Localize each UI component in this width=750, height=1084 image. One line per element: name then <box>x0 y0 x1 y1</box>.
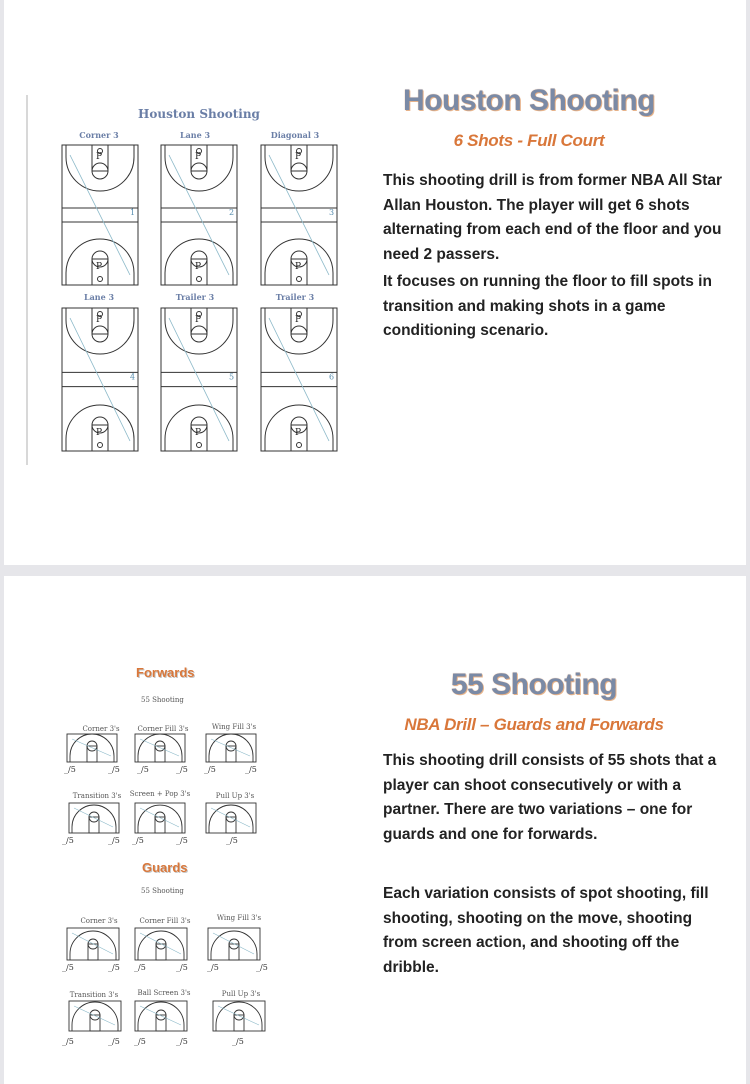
movement-path <box>211 808 250 827</box>
movement-path <box>218 1006 259 1025</box>
three-point-arc <box>72 1002 118 1031</box>
player-marker: P <box>96 152 103 162</box>
half-court-diagram <box>69 803 119 833</box>
shots-made-blank: _/5 <box>62 836 74 845</box>
shot-number: 4 <box>130 372 136 382</box>
shots-made-blank: _/5 <box>108 836 120 845</box>
movement-path <box>140 739 179 756</box>
player-marker: P <box>96 315 103 325</box>
movement-path <box>211 739 250 756</box>
half-court-diagram <box>67 928 119 960</box>
lane <box>155 746 165 762</box>
shots-made-blank: _/5 <box>137 765 149 774</box>
movement-path <box>72 739 111 756</box>
diagram-label: Corner Fill 3's <box>139 917 191 925</box>
diagram-label: Wing Fill 3's <box>211 723 257 731</box>
diagram-label: Ball Screen 3's <box>137 989 191 997</box>
description-paragraph-1: This shooting drill consists of 55 shots that a player can shoot consecutively or with a partner. There are two variations – one for guards and one for forwards. <box>383 752 717 843</box>
rim <box>297 277 302 282</box>
movement-path <box>70 155 130 275</box>
three-point-arc <box>138 805 182 833</box>
diagram-label: Trailer 3 <box>275 292 315 302</box>
diagram-label: Corner 3 <box>79 130 119 140</box>
lane <box>87 746 97 762</box>
diagram-label: Pull Up 3's <box>215 792 255 800</box>
half-court-diagram <box>206 734 256 762</box>
shots-made-blank: _/5 <box>176 1037 188 1046</box>
shots-made-blank: _/5 <box>108 765 120 774</box>
shot-number: 6 <box>329 372 335 382</box>
55-shooting-page <box>4 576 746 1084</box>
lane <box>156 944 166 960</box>
three-point-arc <box>209 805 253 833</box>
page-subtitle: 6 Shots - Full Court <box>453 131 605 150</box>
shots-made-blank: _/5 <box>176 765 188 774</box>
half-court-diagram <box>67 734 117 762</box>
shots-made-blank: _/5 <box>176 836 188 845</box>
movement-path <box>74 1006 115 1025</box>
movement-path <box>140 1006 181 1025</box>
diagram-label: Lane 3 <box>179 130 211 140</box>
half-court-diagram <box>213 1001 265 1031</box>
houston-shooting-page <box>4 0 746 565</box>
shots-made-blank: _/5 <box>226 836 238 845</box>
shots-made-blank: _/5 <box>256 963 268 972</box>
lane <box>226 746 236 762</box>
player-marker: P <box>295 152 302 162</box>
forwards-subtitle: 55 Shooting <box>141 696 184 704</box>
half-court-diagram <box>135 734 185 762</box>
description-paragraph-1: This shooting drill is from former NBA All Star Allan Houston. The player will get 6 shots alternating from each end of the floor and you need 2 passers. <box>383 172 723 263</box>
guards-title: Guards <box>142 860 188 875</box>
player-marker: P <box>295 262 302 272</box>
half-court-diagram <box>206 803 256 833</box>
rim <box>197 277 202 282</box>
description-paragraph-2: Each variation consists of spot shooting, fill shooting, shooting on the move, shooting from screen action, and shooting off the dribble. <box>383 885 709 976</box>
guards-subtitle: 55 Shooting <box>141 887 184 895</box>
lane <box>88 944 98 960</box>
movement-path <box>74 808 113 827</box>
diagram-label: Wing Fill 3's <box>216 914 262 922</box>
shots-made-blank: _/5 <box>108 963 120 972</box>
page-title: Houston Shooting <box>403 84 655 117</box>
player-marker: P <box>195 315 202 325</box>
three-point-arc <box>138 1002 184 1031</box>
rim <box>98 277 103 282</box>
shot-number: 5 <box>229 372 235 382</box>
shots-made-blank: _/5 <box>176 963 188 972</box>
shots-made-blank: _/5 <box>108 1037 120 1046</box>
movement-path <box>169 318 229 441</box>
rim <box>297 443 302 448</box>
houston-drill-diagrams <box>4 0 746 565</box>
shots-made-blank: _/5 <box>232 1037 244 1046</box>
diagram-label: Screen + Pop 3's <box>129 790 191 798</box>
three-point-arc <box>216 1002 262 1031</box>
three-point-arc <box>72 805 116 833</box>
rim <box>197 443 202 448</box>
shots-made-blank: _/5 <box>132 836 144 845</box>
forwards-title: Forwards <box>136 665 195 680</box>
player-marker: P <box>195 428 202 438</box>
shots-made-blank: _/5 <box>62 963 74 972</box>
diagram-label: Diagonal 3 <box>270 130 320 140</box>
page-title: 55 Shooting <box>450 668 618 701</box>
player-marker: P <box>295 428 302 438</box>
shots-made-blank: _/5 <box>204 765 216 774</box>
movement-path <box>269 155 329 275</box>
shot-number: 1 <box>130 208 136 217</box>
movement-path <box>70 318 130 441</box>
player-marker: P <box>96 428 103 438</box>
lane <box>229 944 239 960</box>
movement-path <box>140 808 179 827</box>
rim <box>98 443 103 448</box>
shot-number: 2 <box>229 208 235 217</box>
player-marker: P <box>295 315 302 325</box>
figure-title: Houston Shooting <box>138 107 260 121</box>
diagram-label: Corner 3's <box>82 725 120 733</box>
shots-made-blank: _/5 <box>134 1037 146 1046</box>
diagram-label: Pull Up 3's <box>221 990 261 998</box>
diagram-label: Trailer 3 <box>175 292 215 302</box>
shot-number: 3 <box>329 208 335 217</box>
diagram-label: Transition 3's <box>69 991 119 999</box>
player-marker: P <box>195 262 202 272</box>
diagram-label: Corner Fill 3's <box>137 725 189 733</box>
diagram-label: Transition 3's <box>72 792 122 800</box>
half-court-diagram <box>135 803 185 833</box>
half-court-diagram <box>135 928 187 960</box>
movement-path <box>269 318 329 441</box>
half-court-diagram <box>208 928 260 960</box>
half-court-diagram <box>135 1001 187 1031</box>
shots-made-blank: _/5 <box>62 1037 74 1046</box>
55-shooting-diagrams <box>4 576 746 1084</box>
player-marker: P <box>195 152 202 162</box>
player-marker: P <box>96 262 103 272</box>
diagram-label: Corner 3's <box>80 917 118 925</box>
shots-made-blank: _/5 <box>64 765 76 774</box>
half-court-diagram <box>69 1001 121 1031</box>
shots-made-blank: _/5 <box>245 765 257 774</box>
shots-made-blank: _/5 <box>207 963 219 972</box>
movement-path <box>169 155 229 275</box>
page-subtitle: NBA Drill – Guards and Forwards <box>404 715 664 734</box>
description-paragraph-2: It focuses on running the floor to fill spots in transition and making shots in a game conditioning scenario. <box>383 273 712 339</box>
diagram-label: Lane 3 <box>83 292 115 302</box>
shots-made-blank: _/5 <box>134 963 146 972</box>
